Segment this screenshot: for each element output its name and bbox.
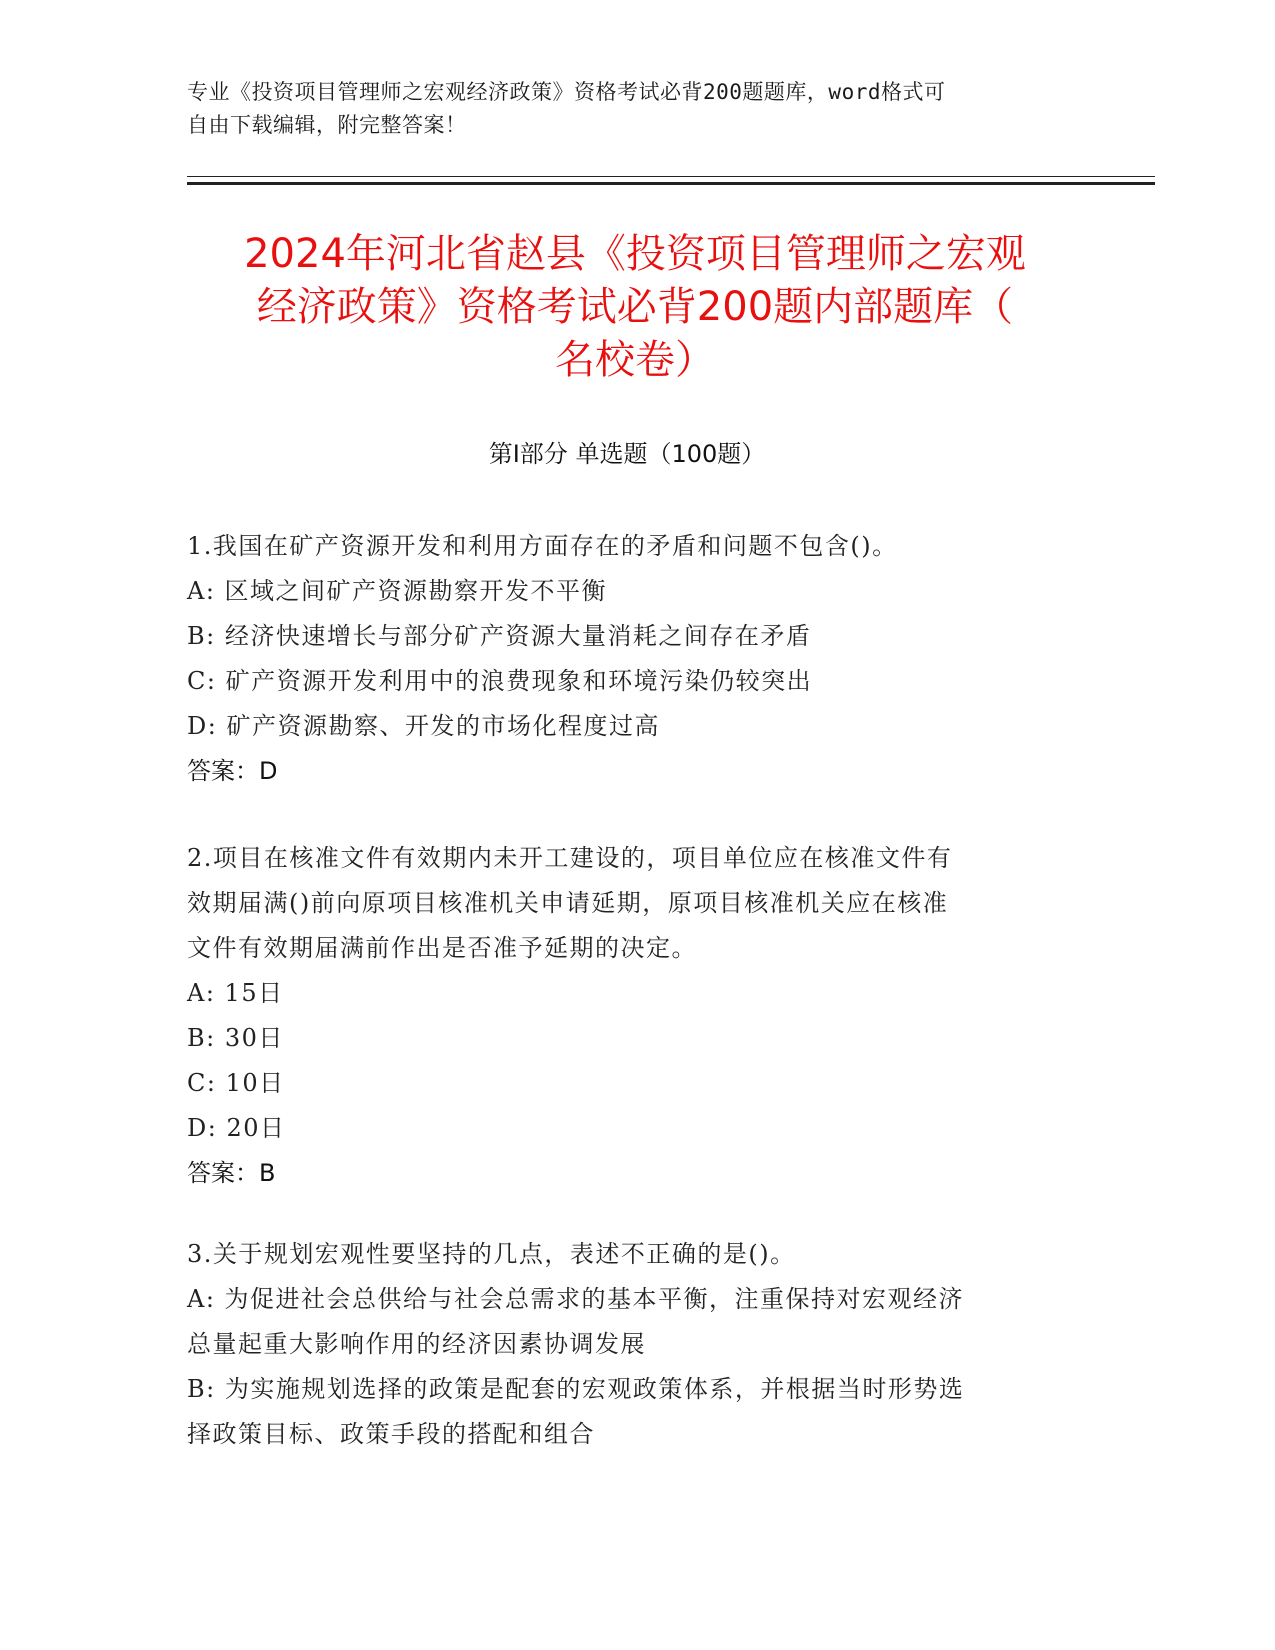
option-a-line-2: 总量起重大影响作用的经济因素协调发展 xyxy=(187,1330,646,1358)
question-stem-line-1: 2.项目在核准文件有效期内未开工建设的，项目单位应在核准文件有 xyxy=(187,844,953,872)
option-b: B: 经济快速增长与部分矿产资源大量消耗之间存在矛盾 xyxy=(187,622,812,650)
option-c: C: 10日 xyxy=(187,1069,285,1097)
question-list xyxy=(187,524,1087,1499)
answer: 答案：D xyxy=(187,757,278,785)
title-line-1: 2024年河北省赵县《投资项目管理师之宏观 xyxy=(244,231,1026,277)
header-divider-thick xyxy=(187,182,1155,185)
question-stem: 1.我国在矿产资源开发和利用方面存在的矛盾和问题不包含()。 xyxy=(187,532,898,560)
header-divider-thin xyxy=(187,176,1155,177)
header-note-line-2: 自由下载编辑，附完整答案！ xyxy=(187,113,467,137)
question-3 xyxy=(187,1232,1087,1457)
question-stem-line-2: 效期届满()前向原项目核准机关申请延期，原项目核准机关应在核准 xyxy=(187,889,949,917)
option-b: B: 30日 xyxy=(187,1024,284,1052)
option-d: D: 20日 xyxy=(187,1114,286,1142)
section-title: 第Ⅰ部分 单选题（100题） xyxy=(488,440,766,468)
question-1 xyxy=(187,524,1087,794)
option-d: D: 矿产资源勘察、开发的市场化程度过高 xyxy=(187,712,660,740)
answer: 答案：B xyxy=(187,1159,276,1187)
option-b-line-1: B: 为实施规划选择的政策是配套的宏观政策体系，并根据当时形势选 xyxy=(187,1375,965,1403)
question-stem-line-3: 文件有效期届满前作出是否准予延期的决定。 xyxy=(187,934,697,962)
header-note-line-1: 专业《投资项目管理师之宏观经济政策》资格考试必背200题题库，word格式可 xyxy=(187,80,946,104)
header-note xyxy=(187,76,1067,142)
document-title xyxy=(180,228,1090,387)
title-line-2: 经济政策》资格考试必背200题内部题库（ xyxy=(256,284,1014,330)
option-a: A: 区域之间矿产资源勘察开发不平衡 xyxy=(187,577,608,605)
question-2 xyxy=(187,836,1087,1196)
title-line-3: 名校卷） xyxy=(555,337,715,383)
option-a: A: 15日 xyxy=(187,979,284,1007)
option-a-line-1: A: 为促进社会总供给与社会总需求的基本平衡，注重保持对宏观经济 xyxy=(187,1285,965,1313)
question-stem: 3.关于规划宏观性要坚持的几点，表述不正确的是()。 xyxy=(187,1240,796,1268)
option-c: C: 矿产资源开发利用中的浪费现象和环境污染仍较突出 xyxy=(187,667,813,695)
option-b-line-2: 择政策目标、政策手段的搭配和组合 xyxy=(187,1420,595,1448)
